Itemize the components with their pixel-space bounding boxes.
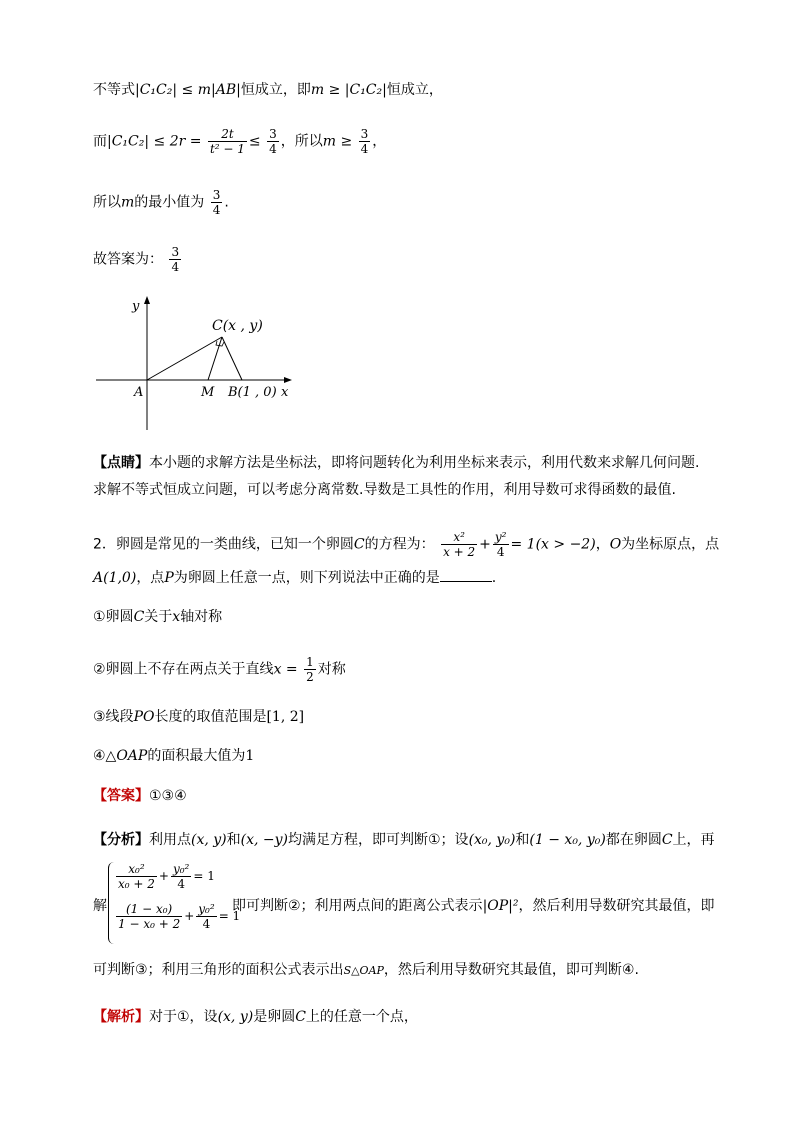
question-2-line-1 bbox=[93, 530, 719, 559]
text: ，所以 bbox=[280, 133, 323, 150]
math: m bbox=[121, 194, 135, 211]
text: 所以 bbox=[93, 194, 121, 211]
b-label: B(1 , 0) bbox=[228, 385, 277, 400]
math: m ≥ |C₁C₂| bbox=[310, 82, 387, 98]
math: = 1(x > −2) bbox=[510, 536, 596, 553]
text: ， bbox=[595, 536, 610, 553]
option-2: ②卵圆上不存在两点关于直线x = $\frac{1}{2}$ 对称 bbox=[93, 655, 346, 684]
note-label: 【点睛】 bbox=[93, 455, 149, 471]
math: + bbox=[479, 536, 491, 553]
x-axis-arrow bbox=[284, 377, 292, 383]
math: |C₁C₂| bbox=[135, 82, 178, 98]
text: . bbox=[224, 194, 229, 211]
fraction: $\frac{3}{4}$ bbox=[212, 188, 221, 217]
text: 不等式 bbox=[93, 82, 135, 98]
text-line-2 bbox=[93, 127, 386, 156]
math: P bbox=[164, 570, 174, 586]
text: 而 bbox=[93, 133, 107, 150]
text: 故答案为： bbox=[93, 251, 163, 268]
fraction: $\frac{3}{4}$ bbox=[269, 127, 277, 156]
note-line-2 bbox=[93, 480, 676, 500]
c-label: C(x , y) bbox=[212, 318, 263, 334]
text: 本小题的求解方法是坐标法，即将问题转化为利用坐标来表示，利用代数来求解几何问题. bbox=[149, 455, 700, 471]
solution-line-1: 【解析】对于①，设(x, y)是卵圆C上的任意一个点， bbox=[93, 1009, 418, 1025]
answer-blank bbox=[440, 567, 492, 582]
system-eq-1: $\frac{\text{x₀²}}{\text{x₀ + 2}}$ + $\frac{\text{y₀²}}{4}$ = 1 bbox=[118, 862, 215, 891]
math: m bbox=[197, 82, 212, 98]
text: 求解不等式恒成立问题，可以考虑分离常数.导数是工具性的作用，利用导数可求得函数的最值. bbox=[93, 482, 676, 498]
answer-value: ①③④ bbox=[149, 788, 187, 804]
text-line-1 bbox=[93, 80, 443, 100]
text-line-3 bbox=[93, 188, 229, 217]
geometry-figure bbox=[90, 290, 310, 440]
text-line-4 bbox=[93, 245, 183, 274]
text: 为卵圆上任意一点，则下列说法中正确的是 bbox=[173, 570, 440, 586]
m-label: M bbox=[201, 385, 215, 400]
segment-bc bbox=[222, 337, 242, 380]
math: A(1,0) bbox=[93, 570, 137, 586]
equation-system bbox=[114, 862, 240, 942]
analysis-label: 【分析】 bbox=[93, 832, 149, 848]
math: m ≥ bbox=[322, 133, 353, 150]
fraction: $\frac{3}{4}$ bbox=[360, 127, 369, 156]
math: |C₁C₂| ≤ 2r = bbox=[107, 133, 202, 150]
analysis-line-1: 【分析】利用点(x, y)和(x, −y)均满足方程，即可判断①；设(x₀, y₀)和(1 − x₀, y₀)都在卵圆C上，再 bbox=[93, 832, 715, 848]
analysis-line-2: 即可判断②；利用两点间的距离公式表示|OP|²，然后利用导数研究其最值，即 bbox=[232, 898, 715, 914]
fraction: $\frac{3}{4}$ bbox=[171, 245, 180, 274]
text: 恒成立，即 bbox=[240, 82, 311, 98]
text: ，点 bbox=[136, 570, 165, 586]
text: 恒成立， bbox=[386, 82, 443, 98]
fraction: $\frac{\text{x²}}{x + 2}$ bbox=[443, 530, 476, 559]
option-4: ④△OAP的面积最大值为1 bbox=[93, 748, 255, 764]
option-1: ①卵圆C关于x轴对称 bbox=[93, 609, 223, 625]
y-axis-arrow bbox=[144, 296, 150, 304]
text: 的最小值为 bbox=[134, 194, 205, 211]
analysis-line-3: 可判断③；利用三角形的面积公式表示出S△OAP，然后利用导数研究其最值，即可判断④. bbox=[93, 962, 639, 978]
answer-label: 【答案】 bbox=[93, 788, 149, 804]
math: |AB| bbox=[211, 82, 241, 98]
text: ， bbox=[372, 133, 387, 150]
fraction: $\frac{\text{y²}}{4}$ bbox=[494, 530, 507, 559]
system-eq-2: $\frac{\text{(1 − x₀)}}{\text{1 − x₀ + 2}}$ + $\frac{\text{y₀²}}{4}$ = 1 bbox=[118, 902, 241, 931]
text: 2．卵圆是常见的一类曲线，已知一个卵圆 bbox=[93, 536, 354, 553]
note-line-1 bbox=[93, 453, 699, 473]
x-label: x bbox=[281, 385, 289, 400]
text: . bbox=[491, 570, 497, 586]
text: 为坐标原点，点 bbox=[621, 536, 720, 553]
solution-label: 【解析】 bbox=[93, 1009, 149, 1025]
answer-line bbox=[93, 786, 187, 806]
segment-ac bbox=[147, 337, 222, 380]
text: 的方程为： bbox=[364, 536, 435, 553]
math: ≤ bbox=[248, 133, 261, 150]
question-2-line-2 bbox=[93, 567, 496, 588]
option-3: ③线段PO长度的取值范围是[1, 2] bbox=[93, 709, 305, 725]
fraction: $\frac{1}{2}$ bbox=[306, 655, 314, 684]
analysis-solve-label: 解 bbox=[93, 898, 107, 914]
fraction: $\frac{2t}{\text{t² − 1}}$ bbox=[209, 127, 245, 156]
a-label: A bbox=[134, 385, 144, 400]
y-label: y bbox=[132, 299, 140, 314]
math: ≤ bbox=[177, 82, 198, 98]
math: C bbox=[353, 536, 365, 553]
math: O bbox=[609, 536, 622, 553]
